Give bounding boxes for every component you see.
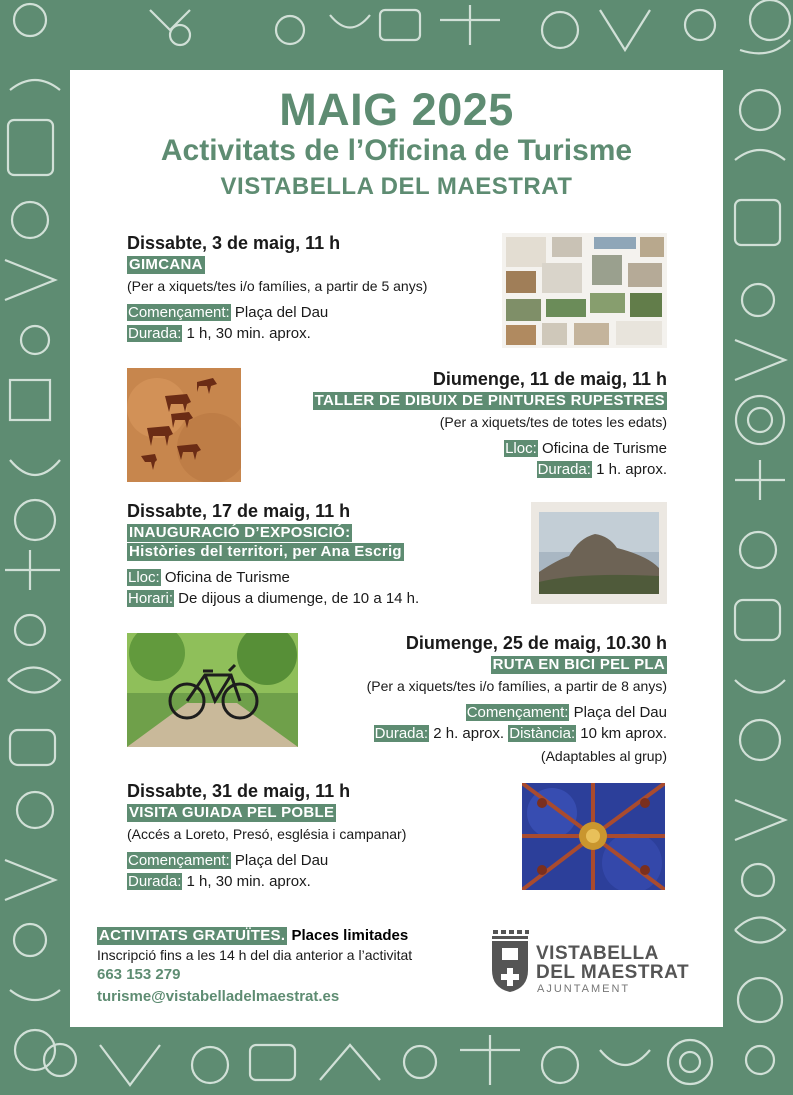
info-value: Plaça del Dau: [230, 852, 329, 869]
bicycle-photo-icon: [127, 633, 298, 747]
free-badge: ACTIVITATS GRATUÏTES.: [99, 927, 286, 944]
info-value: Oficina de Turisme: [160, 569, 290, 586]
church-ceiling-icon: [522, 783, 665, 890]
info-label: Començament:: [128, 852, 230, 869]
page-place: VISTABELLA DEL MAESTRAT: [220, 173, 573, 200]
event-tag: GIMCANA: [129, 256, 203, 273]
info-value: De dijous a diumenge, de 10 a 14 h.: [174, 590, 420, 607]
event-exposicio: [127, 500, 419, 609]
email-link[interactable]: turisme@vistabelladelmaestrat.es: [97, 988, 340, 1005]
places-limited: Places limitades: [287, 927, 409, 944]
logo-line1: VISTABELLA: [536, 943, 659, 964]
info-label: Començament:: [128, 304, 230, 321]
event-info-2: [127, 323, 427, 344]
event-visita-guiada: [127, 780, 406, 892]
mountain-photo-icon: [531, 502, 667, 604]
event-audience: (Per a xiquets/tes i/o famílies, a partir de 8 anys): [366, 678, 667, 694]
content-card: [70, 70, 723, 1027]
page-title: MAIG 2025: [279, 84, 514, 135]
info-value: Plaça del Dau: [230, 304, 329, 321]
event-date: Diumenge, 11 de maig, 11 h: [432, 369, 667, 389]
info-value: 10 km aprox.: [576, 725, 667, 742]
event-tag: TALLER DE DIBUIX DE PINTURES RUPESTRES: [314, 392, 665, 409]
info-value: 1 h. aprox.: [591, 461, 667, 478]
municipality-logo: [490, 928, 700, 998]
event-gimcana: [127, 232, 427, 344]
info-value: Oficina de Turisme: [537, 440, 667, 457]
event-ruta-bici: [367, 632, 667, 766]
registration-note: Inscripció fins a les 14 h del dia anterior a l’activitat: [97, 947, 413, 963]
event-info-2: [127, 588, 419, 609]
event-info-1: [127, 850, 406, 871]
info-value: Plaça del Dau: [569, 704, 667, 721]
event-tag: INAUGURACIÓ D’EXPOSICIÓ:: [129, 524, 351, 541]
info-value: 1 h, 30 min. aprox.: [182, 325, 311, 342]
cave-painting-icon: [127, 368, 241, 482]
info-label: Durada:: [537, 461, 591, 478]
event-tag: RUTA EN BICI PEL PLA: [492, 656, 665, 673]
event-tag: VISITA GUIADA PEL POBLE: [129, 804, 335, 821]
event-info-1: [367, 702, 667, 723]
page-subtitle: Activitats de l’Oficina de Turisme: [160, 134, 633, 167]
event-info-1: [127, 567, 419, 588]
event-tag-subtitle: Històries del territori, per Ana Escrig: [129, 543, 402, 560]
event-note: (Adaptables al grup): [540, 748, 667, 764]
event-info-2: [127, 871, 406, 892]
event-audience: (Per a xiquets/tes i/o famílies, a partir de 5 anys): [127, 278, 428, 294]
event-audience: (Accés a Loreto, Presó, església i campanar): [127, 826, 407, 842]
event-info-2: [367, 723, 667, 744]
info-label: Lloc:: [128, 569, 160, 586]
phone-number[interactable]: 663 153 279: [97, 966, 181, 983]
event-audience: (Per a xiquets/tes de totes les edats): [439, 414, 667, 430]
info-label: Lloc:: [505, 440, 537, 457]
coat-of-arms-icon: [490, 928, 530, 994]
event-date: Dissabte, 17 de maig, 11 h: [127, 501, 351, 521]
info-label: Durada:: [128, 325, 182, 342]
logo-line2: DEL MAESTRAT: [536, 962, 690, 983]
event-date: Dissabte, 3 de maig, 11 h: [127, 233, 341, 253]
info-label: Distància:: [509, 725, 576, 742]
event-info-2: [313, 459, 667, 480]
event-taller-dibuix: [313, 368, 667, 480]
info-value: 1 h, 30 min. aprox.: [182, 873, 311, 890]
info-label: Començament:: [466, 704, 569, 721]
info-value: 2 h. aprox.: [429, 725, 505, 742]
info-label: Horari:: [128, 590, 174, 607]
footer-free-note: [97, 926, 408, 945]
event-date: Diumenge, 25 de maig, 10.30 h: [405, 633, 667, 653]
event-info-1: [127, 302, 427, 323]
logo-line3: AJUNTAMENT: [537, 983, 631, 995]
event-date: Dissabte, 31 de maig, 11 h: [127, 781, 351, 801]
info-label: Durada:: [374, 725, 429, 742]
event-info-1: [313, 438, 667, 459]
gimcana-brochure-icon: [502, 233, 667, 348]
info-label: Durada:: [128, 873, 182, 890]
